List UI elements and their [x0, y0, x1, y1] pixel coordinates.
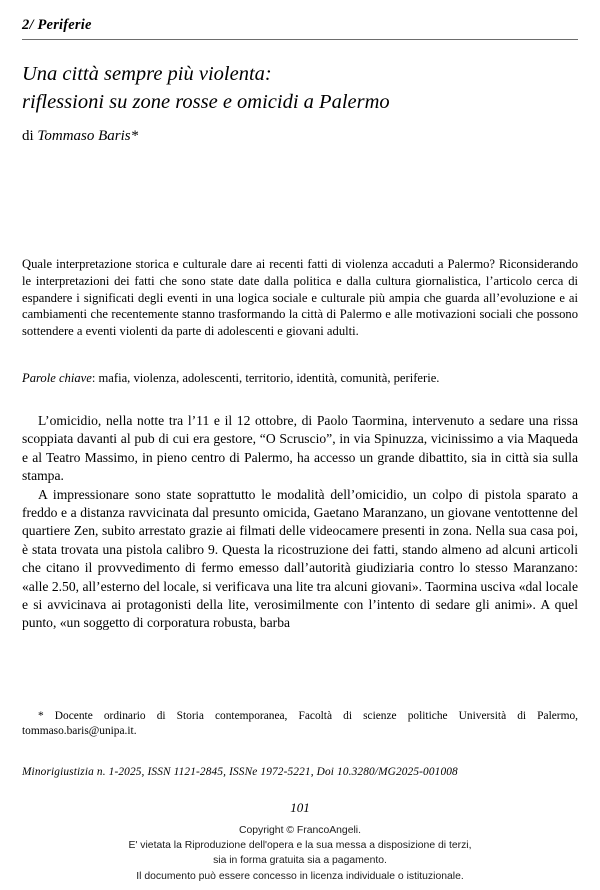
article-title-line-1: Una città sempre più violenta: [22, 63, 272, 85]
journal-citation: Minorigiustizia n. 1-2025, ISSN 1121-2845, ISSNe 1972-5221, Doi 10.3280/MG2025-001008 [22, 766, 458, 778]
body-paragraph-2: A impressionare sono state soprattutto le modalità dell’omicidio, un colpo di pistola sparato a freddo e a distanza ravvicinata dal presunto omicida, Gaetano Maranzano, un giovane ventottenne del quartiere Zen, subito arrestato grazie ai filmati delle videocamere presenti in zona. Nella sua casa poi, è stata trovata una pistola calibro 9. Questa la ricostruzione dei fatti, stando almeno ad alcuni articoli che citano il provvedimento di fermo emesso dall’autorità giudiziaria contro lo stesso Maranzano: «alle 2.50, all’esterno del locale, si verificava una lite tra alcuni giovani». Taormina usciva «dal locale e si avvicinava ai protagonisti della lite, verosimilmente con l’intento di sedare gli animi». A quel punto, «un soggetto di corporatura robusta, barba [22, 486, 578, 631]
article-title-line-2: riflessioni su zone rosse e omicidi a Palermo [22, 91, 390, 114]
body-text [22, 412, 578, 633]
body-paragraph-1: L’omicidio, nella notte tra l’11 e il 12 ottobre, di Paolo Taormina, intervenuto a sedare una rissa scoppiata davanti al pub di cui era gestore, “O Scruscio”, in via Spinuzza, vicinissimo a via Maqueda e al Teatro Massimo, in pieno centro di Palermo, ha accesso un grande dibattito, sia in città sia sulla stampa. [22, 413, 578, 484]
copyright-line-4: Il documento può essere concesso in licenza individuale o istituzionale. [136, 870, 464, 882]
author-name: Tommaso Baris* [37, 128, 139, 144]
copyright-line-1: Copyright © FrancoAngeli. [238, 825, 361, 836]
author-footnote: * Docente ordinario di Storia contemporanea, Facoltà di scienze politiche Università di Palermo, tommaso.baris@unipa.it. [22, 710, 578, 738]
copyright-line-3: sia in forma gratuita sia a pagamento. [213, 855, 387, 867]
article-title [22, 60, 578, 117]
keywords-label: Parole chiave [22, 371, 92, 385]
byline-prefix: di [22, 128, 38, 144]
keywords-line [22, 370, 578, 387]
keywords-value: mafia, violenza, adolescenti, territorio, identità, comunità, periferie. [98, 371, 440, 385]
page-number: 101 [290, 800, 310, 815]
copyright-notice [0, 823, 600, 884]
copyright-line-2: E' vietata la Riproduzione dell'opera e la sua messa a disposizione di terzi, [128, 840, 472, 852]
running-head: 2/ Periferie [22, 17, 92, 33]
abstract-text: Quale interpretazione storica e culturale dare ai recenti fatti di violenza accaduti a Palermo? Riconsiderando le interpretazioni dei fatti che sono state date dalla politica e dalla cultura giornalistica, l’articolo cerca di espandere i significati degli eventi in una logica sociale e culturale più ampia che guarda all’evoluzione e ai cambiamenti che recentemente stanno trasformando la città di Palermo e alle motivazioni sociali che possono sottendere a eventi violenti da parte di adolescenti e giovani adulti. [22, 257, 578, 339]
byline [22, 128, 138, 145]
keywords-separator: : [91, 371, 99, 385]
header-rule [22, 39, 578, 40]
